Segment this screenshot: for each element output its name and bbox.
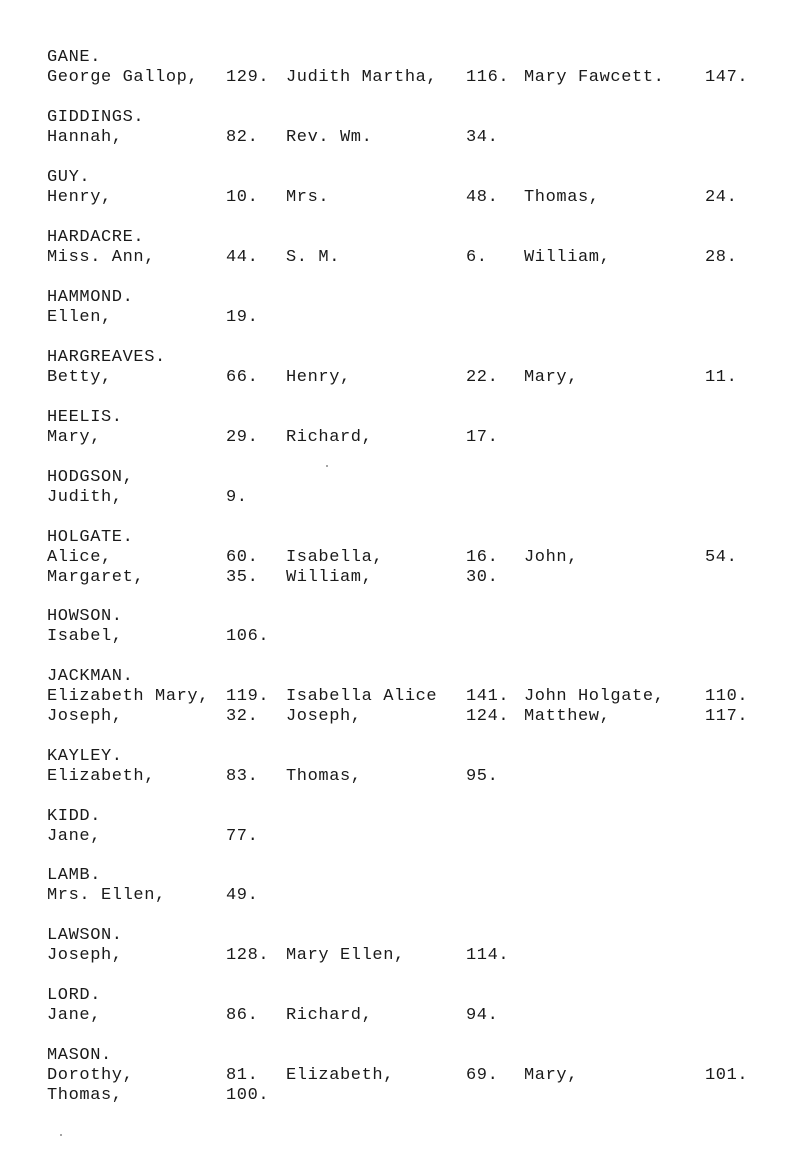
entry-row [0,827,800,847]
entry-row [0,946,800,966]
page-number: 82. [226,128,259,147]
surname-heading: HARGREAVES. [47,348,166,367]
given-name: George Gallop, [47,68,199,87]
page-number: 54. [705,548,738,567]
given-name: Rev. Wm. [286,128,373,147]
page-number: 100. [226,1086,270,1105]
page-number: 124. [466,707,510,726]
page-number: 11. [705,368,738,387]
given-name: Mary Fawcett. [524,68,665,87]
given-name: S. M. [286,248,341,267]
given-name: Thomas, [47,1086,123,1105]
surname-heading: LAWSON. [47,926,123,945]
given-name: Mary, [524,1066,579,1085]
page-number: 30. [466,568,499,587]
page-number: 116. [466,68,510,87]
entry-row [0,687,800,707]
given-name: Dorothy, [47,1066,134,1085]
surname-heading: HEELIS. [47,408,123,427]
given-name: William, [524,248,611,267]
page-number: 19. [226,308,259,327]
surname-heading: GIDDINGS. [47,108,145,127]
page-number: 9. [226,488,248,507]
given-name: Joseph, [47,707,123,726]
page-number: 86. [226,1006,259,1025]
page-number: 141. [466,687,510,706]
given-name: Jane, [47,827,102,846]
page-number: 6. [466,248,488,267]
page-number: 29. [226,428,259,447]
entry-row [0,886,800,906]
given-name: Ellen, [47,308,112,327]
surname-heading: HODGSON, [47,468,134,487]
given-name: William, [286,568,373,587]
page-number: 95. [466,767,499,786]
given-name: Richard, [286,428,373,447]
given-name: Joseph, [47,946,123,965]
page-number: 106. [226,627,270,646]
entry-row [0,248,800,268]
given-name: Elizabeth, [286,1066,395,1085]
scan-speck [326,465,328,467]
entry-row [0,188,800,208]
page-number: 34. [466,128,499,147]
page-number: 60. [226,548,259,567]
page-number: 81. [226,1066,259,1085]
given-name: Miss. Ann, [47,248,156,267]
given-name: Mrs. Ellen, [47,886,166,905]
page-number: 128. [226,946,270,965]
entry-row [0,428,800,448]
surname-heading: JACKMAN. [47,667,134,686]
surname-heading: KAYLEY. [47,747,123,766]
page-number: 16. [466,548,499,567]
given-name: Henry, [286,368,351,387]
page-number: 147. [705,68,749,87]
entry-row [0,368,800,388]
entry-row [0,1066,800,1086]
surname-heading: KIDD. [47,807,102,826]
given-name: Betty, [47,368,112,387]
entry-row [0,1086,800,1106]
page-number: 129. [226,68,270,87]
page-number: 17. [466,428,499,447]
given-name: Elizabeth, [47,767,156,786]
given-name: Margaret, [47,568,145,587]
surname-heading: GANE. [47,48,102,67]
page-number: 24. [705,188,738,207]
page-number: 35. [226,568,259,587]
page-number: 114. [466,946,510,965]
entry-row [0,308,800,328]
entry-row [0,128,800,148]
entry-row [0,627,800,647]
page-number: 66. [226,368,259,387]
page-number: 44. [226,248,259,267]
given-name: John, [524,548,579,567]
entry-row [0,68,800,88]
page-number: 94. [466,1006,499,1025]
given-name: Mary, [524,368,579,387]
page-number: 22. [466,368,499,387]
given-name: Elizabeth Mary, [47,687,210,706]
given-name: Judith, [47,488,123,507]
page-number: 101. [705,1066,749,1085]
surname-heading: MASON. [47,1046,112,1065]
scan-speck [60,1134,62,1136]
given-name: Henry, [47,188,112,207]
surname-heading: HOWSON. [47,607,123,626]
given-name: Isabella, [286,548,384,567]
page-number: 28. [705,248,738,267]
surname-heading: LORD. [47,986,102,1005]
given-name: John Holgate, [524,687,665,706]
page-number: 117. [705,707,749,726]
page-number: 49. [226,886,259,905]
given-name: Thomas, [286,767,362,786]
given-name: Jane, [47,1006,102,1025]
page-number: 77. [226,827,259,846]
given-name: Thomas, [524,188,600,207]
entry-row [0,548,800,568]
page-number: 10. [226,188,259,207]
surname-heading: GUY. [47,168,91,187]
page-number: 48. [466,188,499,207]
given-name: Joseph, [286,707,362,726]
entry-row [0,568,800,588]
given-name: Hannah, [47,128,123,147]
given-name: Alice, [47,548,112,567]
page-number: 83. [226,767,259,786]
given-name: Mary, [47,428,102,447]
surname-heading: HARDACRE. [47,228,145,247]
given-name: Isabel, [47,627,123,646]
entry-row [0,1006,800,1026]
surname-heading: HAMMOND. [47,288,134,307]
surname-heading: HOLGATE. [47,528,134,547]
given-name: Matthew, [524,707,611,726]
given-name: Mary Ellen, [286,946,405,965]
given-name: Judith Martha, [286,68,438,87]
entry-row [0,488,800,508]
surname-heading: LAMB. [47,866,102,885]
page-number: 69. [466,1066,499,1085]
given-name: Mrs. [286,188,330,207]
page-number: 110. [705,687,749,706]
given-name: Richard, [286,1006,373,1025]
given-name: Isabella Alice [286,687,438,706]
entry-row [0,707,800,727]
entry-row [0,767,800,787]
page-number: 32. [226,707,259,726]
page-number: 119. [226,687,270,706]
